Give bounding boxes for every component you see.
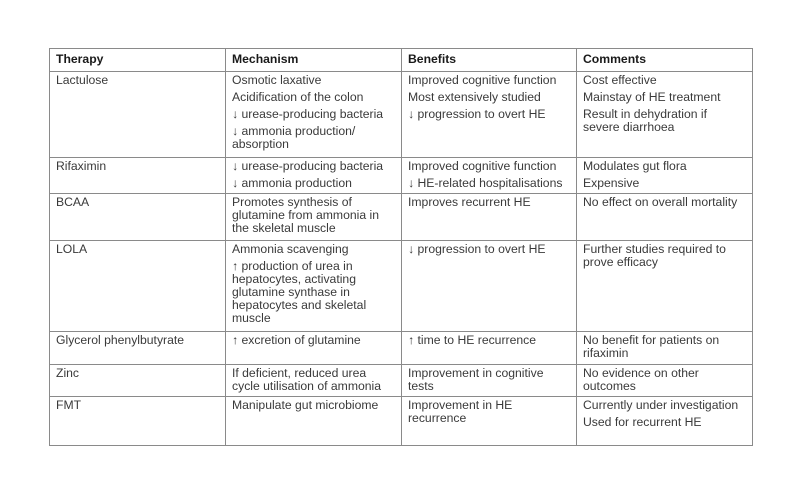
- comment-line: No evidence on other outcomes: [583, 366, 699, 393]
- mechanism-cell: [226, 72, 402, 158]
- comments-cell: [577, 194, 753, 241]
- mechanism-line: ↑ production of urea in hepatocytes, activating glutamine synthase in hepatocytes and skeletal muscle: [232, 259, 367, 325]
- comment-line: Cost effective: [583, 73, 657, 87]
- table-header-row: [50, 49, 753, 72]
- mechanism-cell: [226, 241, 402, 332]
- table-row: [50, 241, 753, 332]
- mechanism-line: Promotes synthesis of glutamine from ammonia in the skeletal muscle: [232, 195, 379, 235]
- table-row: [50, 72, 753, 158]
- benefits-cell: [402, 241, 577, 332]
- benefits-cell: [402, 72, 577, 158]
- mechanism-line: ↓ ammonia production: [232, 176, 352, 190]
- mechanism-cell: [226, 365, 402, 397]
- table-row: [50, 194, 753, 241]
- benefit-line: Improved cognitive function: [408, 73, 557, 87]
- header-therapy: Therapy: [50, 49, 226, 72]
- benefit-line: Improvement in HE recurrence: [408, 398, 513, 425]
- therapy-cell: [50, 241, 226, 332]
- comment-line: Used for recurrent HE: [583, 415, 702, 429]
- comment-line: No effect on overall mortality: [583, 195, 738, 209]
- table-row: [50, 158, 753, 194]
- comment-line: Modulates gut flora: [583, 159, 687, 173]
- mechanism-line: ↓ ammonia production/ absorption: [232, 124, 356, 151]
- therapy-name: Rifaximin: [56, 159, 107, 173]
- benefits-cell: [402, 332, 577, 365]
- mechanism-cell: [226, 332, 402, 365]
- comment-line: Currently under investigation: [583, 398, 739, 412]
- header-comments: Comments: [577, 49, 753, 72]
- therapy-cell: [50, 397, 226, 446]
- benefits-cell: [402, 365, 577, 397]
- mechanism-line: Acidification of the colon: [232, 90, 364, 104]
- benefit-line: Improvement in cognitive tests: [408, 366, 544, 393]
- table-row: [50, 365, 753, 397]
- mechanism-line: If deficient, reduced urea cycle utilisation of ammonia: [232, 366, 382, 393]
- therapy-cell: [50, 72, 226, 158]
- mechanism-cell: [226, 397, 402, 446]
- mechanism-cell: [226, 158, 402, 194]
- benefit-line: Improves recurrent HE: [408, 195, 531, 209]
- comment-line: Further studies required to prove efficacy: [583, 242, 726, 269]
- mechanism-line: ↓ urease-producing bacteria: [232, 107, 384, 121]
- mechanism-line: ↓ urease-producing bacteria: [232, 159, 384, 173]
- therapy-cell: [50, 332, 226, 365]
- mechanism-line: Osmotic laxative: [232, 73, 322, 87]
- comments-cell: [577, 397, 753, 446]
- benefit-line: ↓ HE-related hospitalisations: [408, 176, 563, 190]
- table-row: [50, 397, 753, 446]
- benefit-line: Improved cognitive function: [408, 159, 557, 173]
- comment-line: Mainstay of HE treatment: [583, 90, 721, 104]
- benefit-line: Most extensively studied: [408, 90, 541, 104]
- therapy-name: Glycerol phenylbutyrate: [56, 333, 185, 347]
- header-benefits: Benefits: [402, 49, 577, 72]
- benefit-line: ↓ progression to overt HE: [408, 242, 546, 256]
- therapy-name: LOLA: [56, 242, 88, 256]
- therapy-cell: [50, 194, 226, 241]
- table-row: [50, 332, 753, 365]
- benefit-line: ↑ time to HE recurrence: [408, 333, 537, 347]
- comments-cell: [577, 241, 753, 332]
- therapy-name: Zinc: [56, 366, 80, 380]
- comments-cell: [577, 332, 753, 365]
- comments-cell: [577, 158, 753, 194]
- benefits-cell: [402, 194, 577, 241]
- therapy-cell: [50, 365, 226, 397]
- comment-line: No benefit for patients on rifaximin: [583, 333, 720, 360]
- benefits-cell: [402, 158, 577, 194]
- header-mechanism: Mechanism: [226, 49, 402, 72]
- therapy-cell: [50, 158, 226, 194]
- therapy-name: FMT: [56, 398, 82, 412]
- mechanism-line: Ammonia scavenging: [232, 242, 349, 256]
- mechanism-cell: [226, 194, 402, 241]
- therapy-table: [49, 48, 753, 446]
- benefits-cell: [402, 397, 577, 446]
- mechanism-line: Manipulate gut microbiome: [232, 398, 379, 412]
- mechanism-line: ↑ excretion of glutamine: [232, 333, 361, 347]
- therapy-name: BCAA: [56, 195, 90, 209]
- comment-line: Expensive: [583, 176, 640, 190]
- comment-line: Result in dehydration if severe diarrhoea: [583, 107, 707, 134]
- therapy-name: Lactulose: [56, 73, 109, 87]
- comments-cell: [577, 72, 753, 158]
- comments-cell: [577, 365, 753, 397]
- benefit-line: ↓ progression to overt HE: [408, 107, 546, 121]
